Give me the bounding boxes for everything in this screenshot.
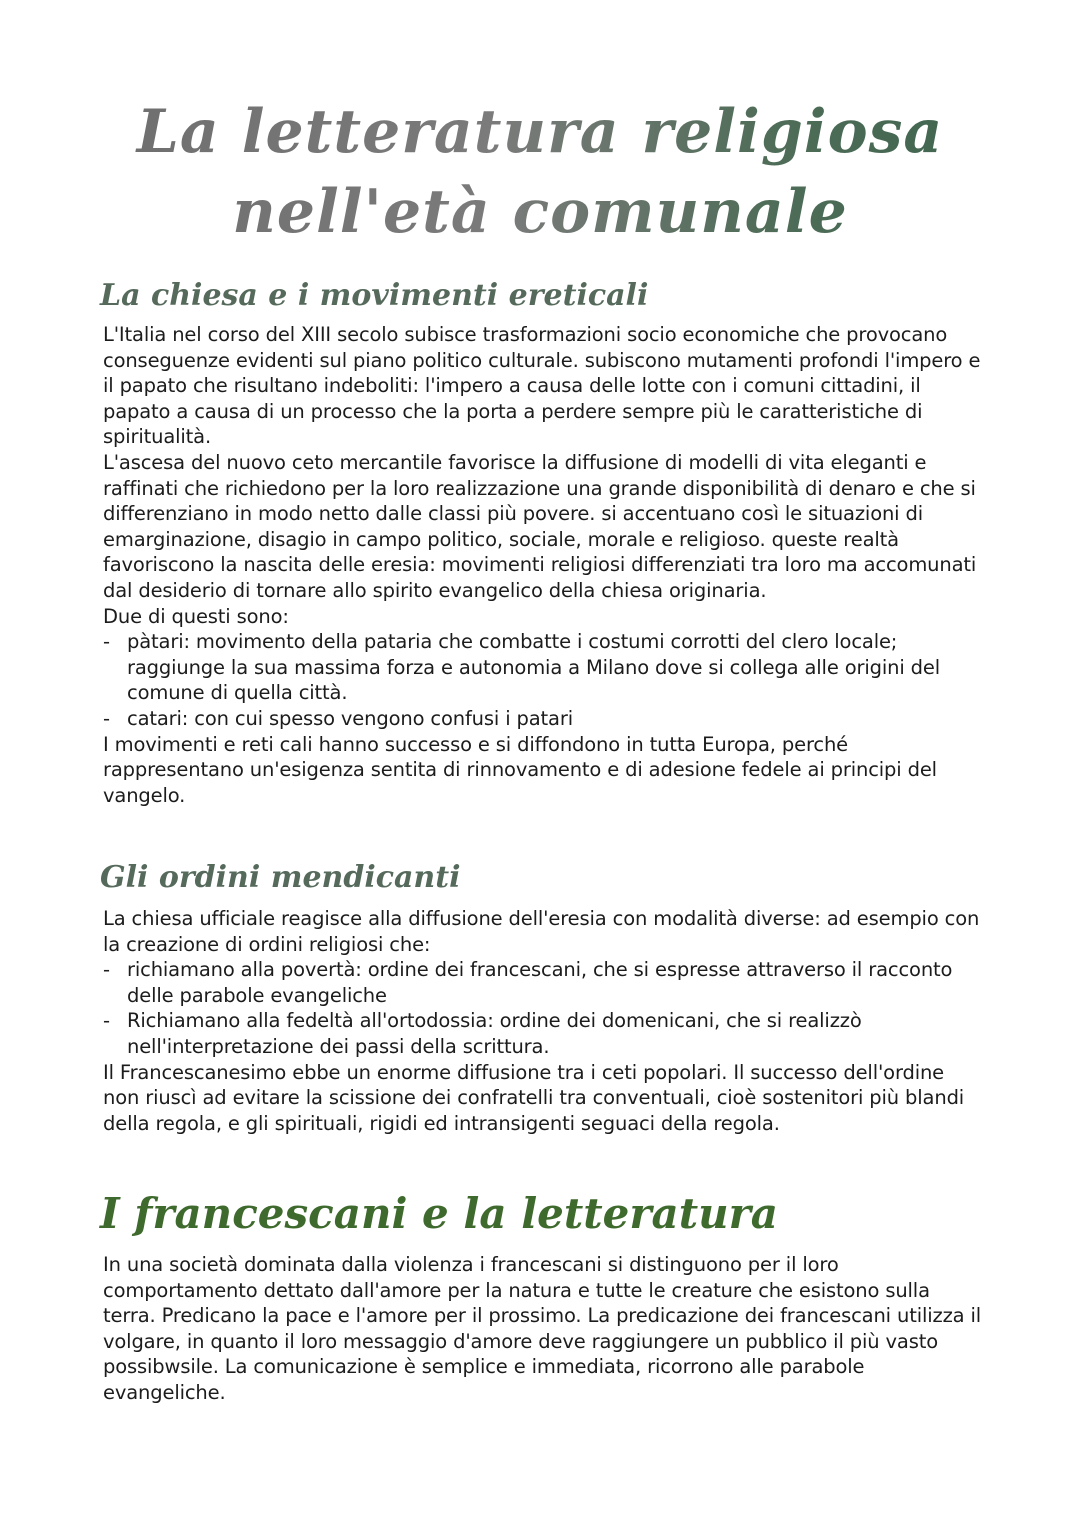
list-item-text: Richiamano alla fedeltà all'ortodossia: ordine dei domenicani, che si realizzò nell'interpretazione dei passi della scrittura. [127, 1009, 862, 1058]
page-title: La letteratura religiosa nell'età comunale [80, 92, 1000, 252]
paragraph: L'Italia nel corso del XIII secolo subisce trasformazioni socio economiche che provocano conseguenze evidenti sul piano politico culturale. subiscono mutamenti profondi l'impero e il papato che risultano indeboliti: l'impero a causa delle lotte con i comuni cittadini, il papato a causa di un processo che la porta a perdere sempre più le caratteristiche di spiritualità. [103, 323, 981, 449]
list-item [103, 706, 983, 732]
paragraph: In una società dominata dalla violenza i francescani si distinguono per il loro comportamento dettato dall'amore per la natura e tutte le creature che esistono sulla terra. Predicano la pace e l'amore per il prossimo. La predicazione dei francescani utilizza il volgare, in quanto il loro messaggio d'amore deve raggiungere un pubblico il più vasto possibwsile. La comunicazione è semplice e immediata, ricorrono alle parabole evangeliche. [103, 1253, 982, 1404]
section-heading-chiesa: La chiesa e i movimenti ereticali [100, 278, 649, 313]
list-item [103, 629, 983, 706]
dash-bullet: - [103, 1009, 110, 1033]
paragraph: L'ascesa del nuovo ceto mercantile favorisce la diffusione di modelli di vita eleganti e raffinati che richiedono per la loro realizzazione una grande disponibilità di denaro e che si differenziano in modo netto dalle classi più povere. si accentuano così le situazioni di emarginazione, disagio in campo politico, sociale, morale e religioso. queste realtà favoriscono la nascita delle eresia: movimenti religiosi differenziati tra loro ma accomunati dal desiderio di tornare allo spirito evangelico della chiesa originaria. [103, 450, 977, 602]
paragraph: Il Francescanesimo ebbe un enorme diffusione tra i ceti popolari. Il successo dell'ordine non riuscì ad evitare la scissione dei confratelli tra conventuali, cioè sostenitori più blandi della regola, e gli spirituali, rigidi ed intransigenti seguaci della regola. [103, 1060, 965, 1135]
paragraph: I movimenti e reti cali hanno successo e si diffondono in tutta Europa, perché rappresentano un'esigenza sentita di rinnovamento e di adesione fedele ai principi del vangelo. [103, 732, 937, 807]
paragraph: Due di questi sono: [103, 604, 289, 628]
list-item [103, 957, 983, 1008]
paragraph: La chiesa ufficiale reagisce alla diffusione dell'eresia con modalità diverse: ad esempio con la creazione di ordini religiosi che: [103, 907, 980, 956]
section-body-francescani [103, 1252, 983, 1406]
dash-bullet: - [103, 706, 110, 730]
list-item-text: pàtari: movimento della pataria che combatte i costumi corrotti del clero locale; raggiunge la sua massima forza e autonomia a Milano dove si collega alle origini del comune di quella città. [127, 630, 940, 705]
list-item [103, 1008, 983, 1059]
bullet-list [103, 957, 983, 1059]
section-heading-francescani: I francescani e la letteratura [100, 1189, 779, 1238]
section-body-chiesa [103, 322, 983, 808]
list-item-text: catari: con cui spesso vengono confusi i patari [127, 706, 573, 730]
section-body-ordini [103, 906, 983, 1136]
dash-bullet: - [103, 630, 110, 654]
bullet-list [103, 629, 983, 731]
list-item-text: richiamano alla povertà: ordine dei francescani, che si espresse attraverso il racconto delle parabole evangeliche [127, 958, 953, 1007]
section-heading-ordini: Gli ordini mendicanti [100, 860, 461, 895]
dash-bullet: - [103, 958, 110, 982]
